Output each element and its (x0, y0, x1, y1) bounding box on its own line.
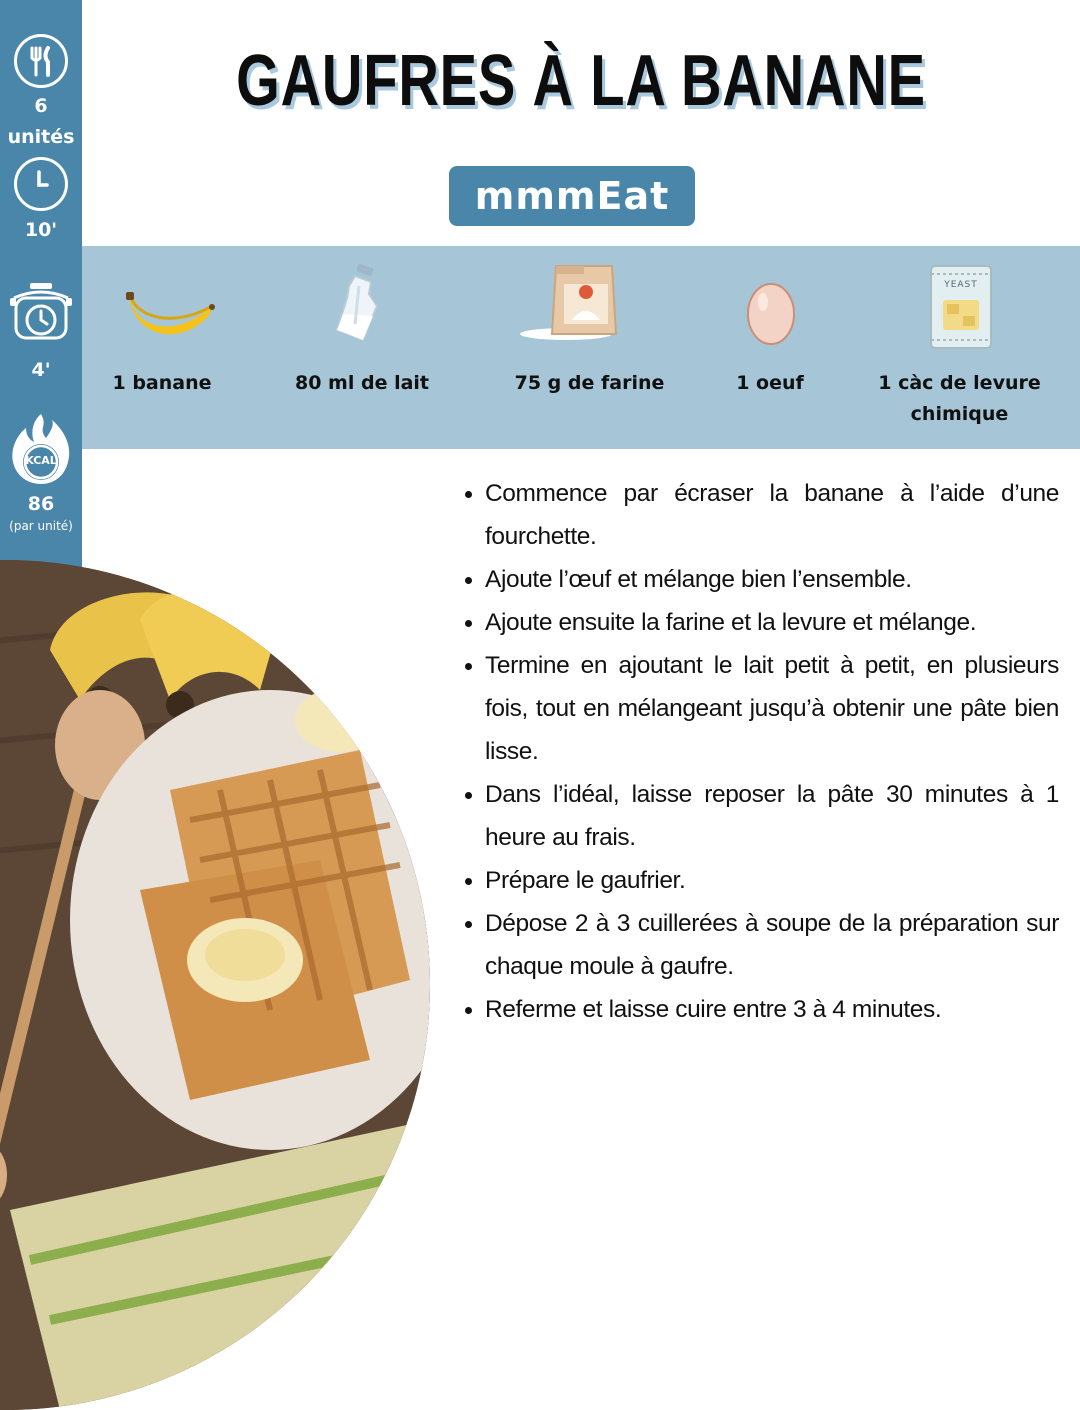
cooking-pot-timer-icon (8, 280, 74, 346)
ingredient-item (502, 246, 677, 449)
ingredient-label: 1 càc de levure chimique (878, 372, 1041, 425)
ingredient-label: 1 oeuf (736, 372, 804, 394)
instruction-step: Referme et laisse cuire entre 3 à 4 minutes. (485, 988, 1059, 1031)
prep-time-value: 10' (24, 219, 58, 241)
ingredient-label: 1 banane (112, 372, 212, 394)
instruction-step: Ajoute l’œuf et mélange bien l’ensemble. (485, 558, 1059, 601)
clock-icon (14, 157, 68, 211)
calorie-flame-icon (8, 410, 74, 486)
instruction-step: Ajoute ensuite la farine et la levure et mélange. (485, 601, 1059, 644)
yeast-packet-icon (929, 264, 993, 350)
ingredient-label: 80 ml de lait (294, 372, 429, 394)
banana-icon (124, 288, 220, 344)
flour-bag-icon (520, 262, 624, 342)
kcal-note: (par unité) (9, 519, 73, 533)
ingredients-band (82, 246, 1080, 449)
ingredient-item (720, 246, 820, 449)
ingredient-item (102, 246, 222, 449)
ingredient-item (867, 246, 1052, 449)
recipe-title: GAUFRES À LA BANANE (236, 41, 926, 121)
ingredient-item (287, 246, 437, 449)
instruction-step: Commence par écraser la banane à l’aide d’une fourchette. (485, 472, 1059, 558)
cook-time-value: 4' (31, 359, 51, 381)
servings-value: 6 (34, 95, 48, 117)
ingredient-label: 75 g de farine (514, 372, 665, 394)
brand-logo: mmmEat (449, 166, 695, 226)
kcal-value: 86 (27, 493, 55, 515)
kcal-badge: KCAL (25, 454, 57, 467)
instruction-steps (459, 472, 1059, 1031)
waffle-photo (0, 560, 430, 1410)
recipe-info-sidebar (0, 0, 82, 615)
servings-unit: unités (7, 126, 75, 148)
instruction-step: Termine en ajoutant le lait petit à petit, en plusieurs fois, tout en mélangeant jusqu’à obtenir une pâte bien lisse. (485, 644, 1059, 773)
milk-bottle-icon (329, 264, 385, 342)
cutlery-icon (14, 34, 68, 88)
egg-icon (746, 276, 796, 348)
instruction-step: Dépose 2 à 3 cuillerées à soupe de la préparation sur chaque moule à gaufre. (485, 902, 1059, 988)
instruction-step: Dans l’idéal, laisse reposer la pâte 30 minutes à 1 heure au frais. (485, 773, 1059, 859)
yeast-packet-text: YEAST (944, 280, 978, 290)
instruction-step: Prépare le gaufrier. (485, 859, 1059, 902)
